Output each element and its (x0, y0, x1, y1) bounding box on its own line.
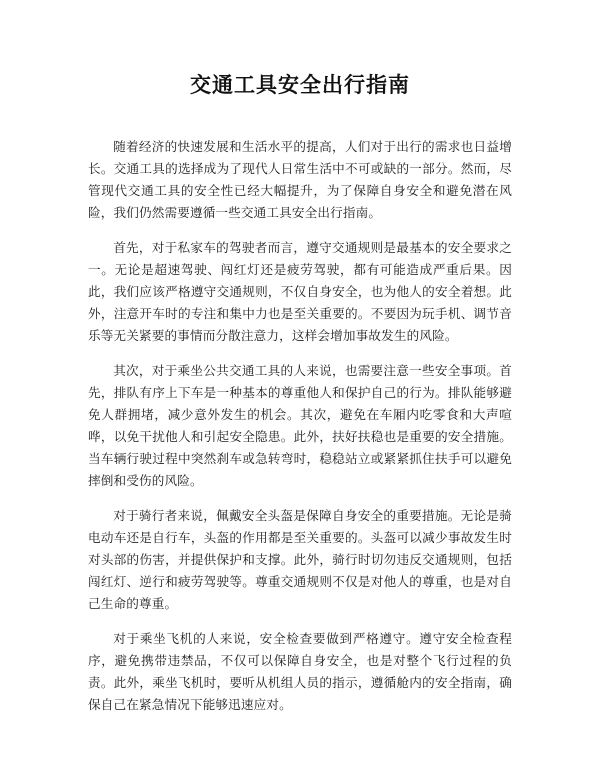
paragraph-airplane: 对于乘坐飞机的人来说，安全检查要做到严格遵守。遵守安全检查程序，避免携带违禁品，不仅可以保障自身安全，也是对整个飞行过程的负责。此外，乘坐飞机时，要听从机组人员的指示，遵循舱内的安全指南，确保自己在紧急情况下能够迅速应对。 (88, 631, 512, 712)
paragraph-intro: 随着经济的快速发展和生活水平的提高，人们对于出行的需求也日益增长。交通工具的选择成为了现代人日常生活中不可或缺的一部分。然而，尽管现代交通工具的安全性已经大幅提升，为了保障自身安全和避免潜在风险，我们仍然需要遵循一些交通工具安全出行指南。 (88, 139, 512, 220)
paragraph-private-car: 首先，对于私家车的驾驶者而言，遵守交通规则是最基本的安全要求之一。无论是超速驾驶、闯红灯还是疲劳驾驶，都有可能造成严重后果。因此，我们应该严格遵守交通规则，不仅自身安全，也为他人的安全着想。此外，注意开车时的专注和集中力也是至关重要的。不要因为玩手机、调节音乐等无关紧要的事情而分散注意力，这样会增加事故发生的风险。 (88, 240, 512, 343)
document-title: 交通工具安全出行指南 (190, 73, 410, 97)
paragraph-cyclists: 对于骑行者来说，佩戴安全头盔是保障自身安全的重要措施。无论是骑电动车还是自行车，头盔的作用都是至关重要的。头盔可以减少事故发生时对头部的伤害，并提供保护和支撑。此外，骑行时切勿违反交通规则，包括闯红灯、逆行和疲劳驾驶等。尊重交通规则不仅是对他人的尊重，也是对自己生命的尊重。 (88, 508, 512, 611)
paragraph-public-transport: 其次，对于乘坐公共交通工具的人来说，也需要注意一些安全事项。首先，排队有序上下车是一种基本的尊重他人和保护自己的行为。排队能够避免人群拥堵，减少意外发生的机会。其次，避免在车厢内吃零食和大声喧哗，以免干扰他人和引起安全隐患。此外，扶好扶稳也是重要的安全措施。当车辆行驶过程中突然刹车或急转弯时，稳稳站立或紧紧抓住扶手可以避免摔倒和受伤的风险。 (88, 363, 512, 488)
